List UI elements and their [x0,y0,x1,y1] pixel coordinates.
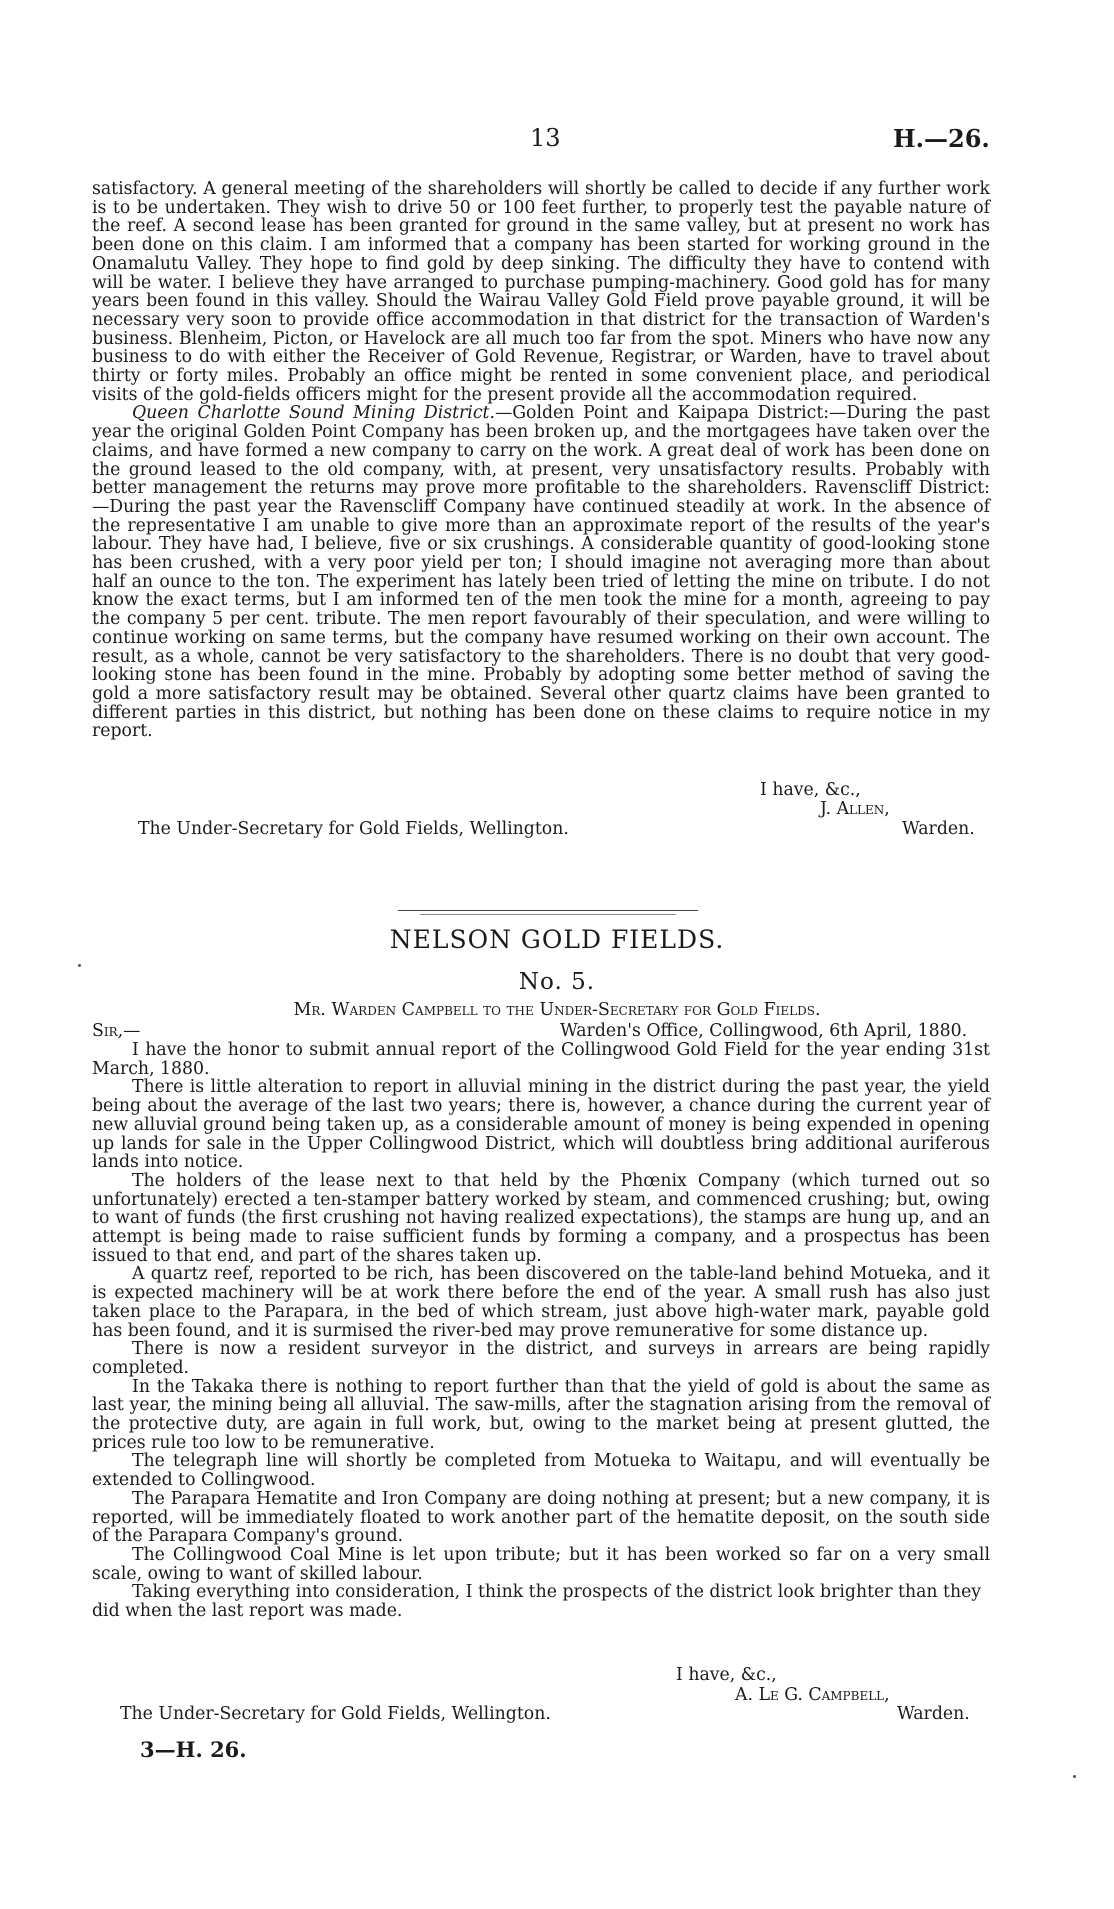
nelson-paragraph: The Collingwood Coal Mine is let upon tribute; but it has been worked so far on a very small scale, owing to want of skilled labour. [92,1544,990,1584]
allen-paragraph-1: satisfactory. A general meeting of the shareholders will shortly be called to decide if any further work is to be undertaken. They wish to drive 50 or 100 feet further, to properly test the payable nature of the reef. A second lease has been granted for ground in the same valley, but at present no work has been done on this claim. I am informed that a company has been started for working ground in the Onamalutu Valley. They hope to find gold by deep sinking. The difficulty they have to contend with will be water. I believe they have arranged to purchase pumping-machinery. Good gold has for many years been found in this valley. Should the Wairau Valley Gold Field prove payable ground, it will be necessary very soon to provide office accommodation in that district for the transaction of Warden's business. Blenheim, Picton, or Havelock are all much too far from the spot. Miners who have now any business to do with either the Receiver of Gold Revenue, Registrar, or Warden, have to travel about thirty or forty miles. Probably an office might be rented in some convenient place, and periodical visits of the gold-fields officers might for the present provide all the accommodation required. [92,179,990,405]
dateline: Warden's Office, Collingwood, 6th April, 1880. [560,1021,968,1041]
allen-signature: J. Allen, [820,799,890,819]
allen-report-body [92,180,990,741]
report-subheading: Mr. Warden Campbell to the Under-Secretary for Gold Fields. [293,1000,821,1020]
campbell-role: Warden. [897,1704,970,1724]
nelson-paragraph: There is little alteration to report in alluvial mining in the district during the past year, the yield being about the average of the last two years; there is, however, a chance during the current year of new alluvial ground being taken up, as a considerable amount of money is being expended in opening up lands for sale in the Upper Collingwood District, which will doubtless bring additional auriferous lands into notice. [92,1077,990,1173]
campbell-signature: A. Le G. Campbell, [735,1685,890,1705]
allen-paragraph-2-text: —Golden Point and Kaipapa District:—During the past year the original Golden Point Company has been broken up, and the mortgagees have taken over the claims, and have formed a new company to carry on the work. A great deal of work has been done on the ground leased to the old company, with, at present, very unsatisfactory results. Probably with better management the returns may prove more profitable to the shareholders. Ravenscliff District: —During the past year the Ravenscliff Company have continued steadily at work. In the absence of the representative I am unable to give more than an approximate report of the results of the year's labour. They have had, I believe, five or six crushings. A considerable quantity of good-looking stone has been crushed, with a very poor yield per ton; I should imagine not averaging more than about half an ounce to the ton. The experiment has lately been tried of letting the mine on tribute. I do not know the exact terms, but I am informed ten of the men took the mine for a month, agreeing to pay the company 5 per cent. tribute. The men report favourably of their speculation, and were willing to continue working on same terms, but the company have resumed working on their own account. The result, as a whole, cannot be very satisfactory to the shareholders. There is no doubt that very good-looking stone has been found in the mine. Probably by adopting some better method of saving the gold a more satisfactory result may be obtained. Several other quartz claims have been granted to different parties in this district, but nothing has been done on these claims to require notice in my report. [92,403,990,742]
salutation: Sir,— [92,1021,141,1041]
nelson-paragraph: In the Takaka there is nothing to report further than that the yield of gold is about the same as last year, the mining being all alluvial. The saw-mills, after the stagnation arising from the removal of the protective duty, are again in full work, but, owing to the market being at present glutted, the prices rule too low to be remunerative. [92,1376,990,1453]
printer-signature-mark: 3—H. 26. [140,1737,247,1762]
allen-role: Warden. [902,819,975,839]
nelson-paragraph: I have the honor to submit annual report of the Collingwood Gold Field for the year ending 31st March, 1880. [92,1040,990,1079]
section-divider-secondary [420,914,676,915]
scan-speck [1073,1775,1076,1778]
nelson-paragraph: The Parapara Hematite and Iron Company are doing nothing at present; but a new company, it is reported, will be immediately floated to work another part of the hematite deposit, on the south side of the Parapara Company's ground. [92,1488,990,1547]
nelson-paragraph: A quartz reef, reported to be rich, has been discovered on the table-land behind Motueka, and it is expected machinery will be at work there before the end of the year. A small rush has also just taken place to the Parapara, in the bed of which stream, just above high-water mark, payable gold has been found, and it is surmised the river-bed may prove remunerative for some distance up. [92,1264,990,1341]
nelson-report-body [92,1041,990,1621]
report-number: No. 5. [518,969,596,995]
district-heading-italic: Queen Charlotte Sound Mining District. [132,403,495,424]
nelson-paragraph: There is now a resident surveyor in the district, and surveys in arrears are being rapidly completed. [92,1339,990,1378]
nelson-paragraph: The holders of the lease next to that held by the Phœnix Company (which turned out so unfortunately) erected a ten-stamper battery worked by steam, and commenced crushing; but, owing to want of funds (the first crushing not having realized expectations), the stamps are hung up, and an attempt is being made to raise sufficient funds by forming a company, and a prospectus has been issued to that end, and part of the shares taken up. [92,1170,990,1266]
document-code: H.—26. [893,124,990,153]
campbell-addressee: The Under-Secretary for Gold Fields, Wellington. [120,1704,551,1724]
section-title: NELSON GOLD FIELDS. [389,925,725,954]
allen-addressee: The Under-Secretary for Gold Fields, Wellington. [138,819,569,839]
page-number: 13 [530,124,561,152]
nelson-paragraph: The telegraph line will shortly be completed from Motueka to Waitapu, and will eventually be extended to Collingwood. [92,1451,990,1491]
nelson-paragraph-final: Taking everything into consideration, I think the prospects of the district look brighter than they did when the last report was made. [92,1582,982,1622]
section-divider [398,910,698,911]
campbell-closing: I have, &c., [676,1665,777,1685]
allen-paragraph-2 [92,404,990,741]
scan-speck [78,964,81,967]
allen-closing: I have, &c., [760,780,861,800]
